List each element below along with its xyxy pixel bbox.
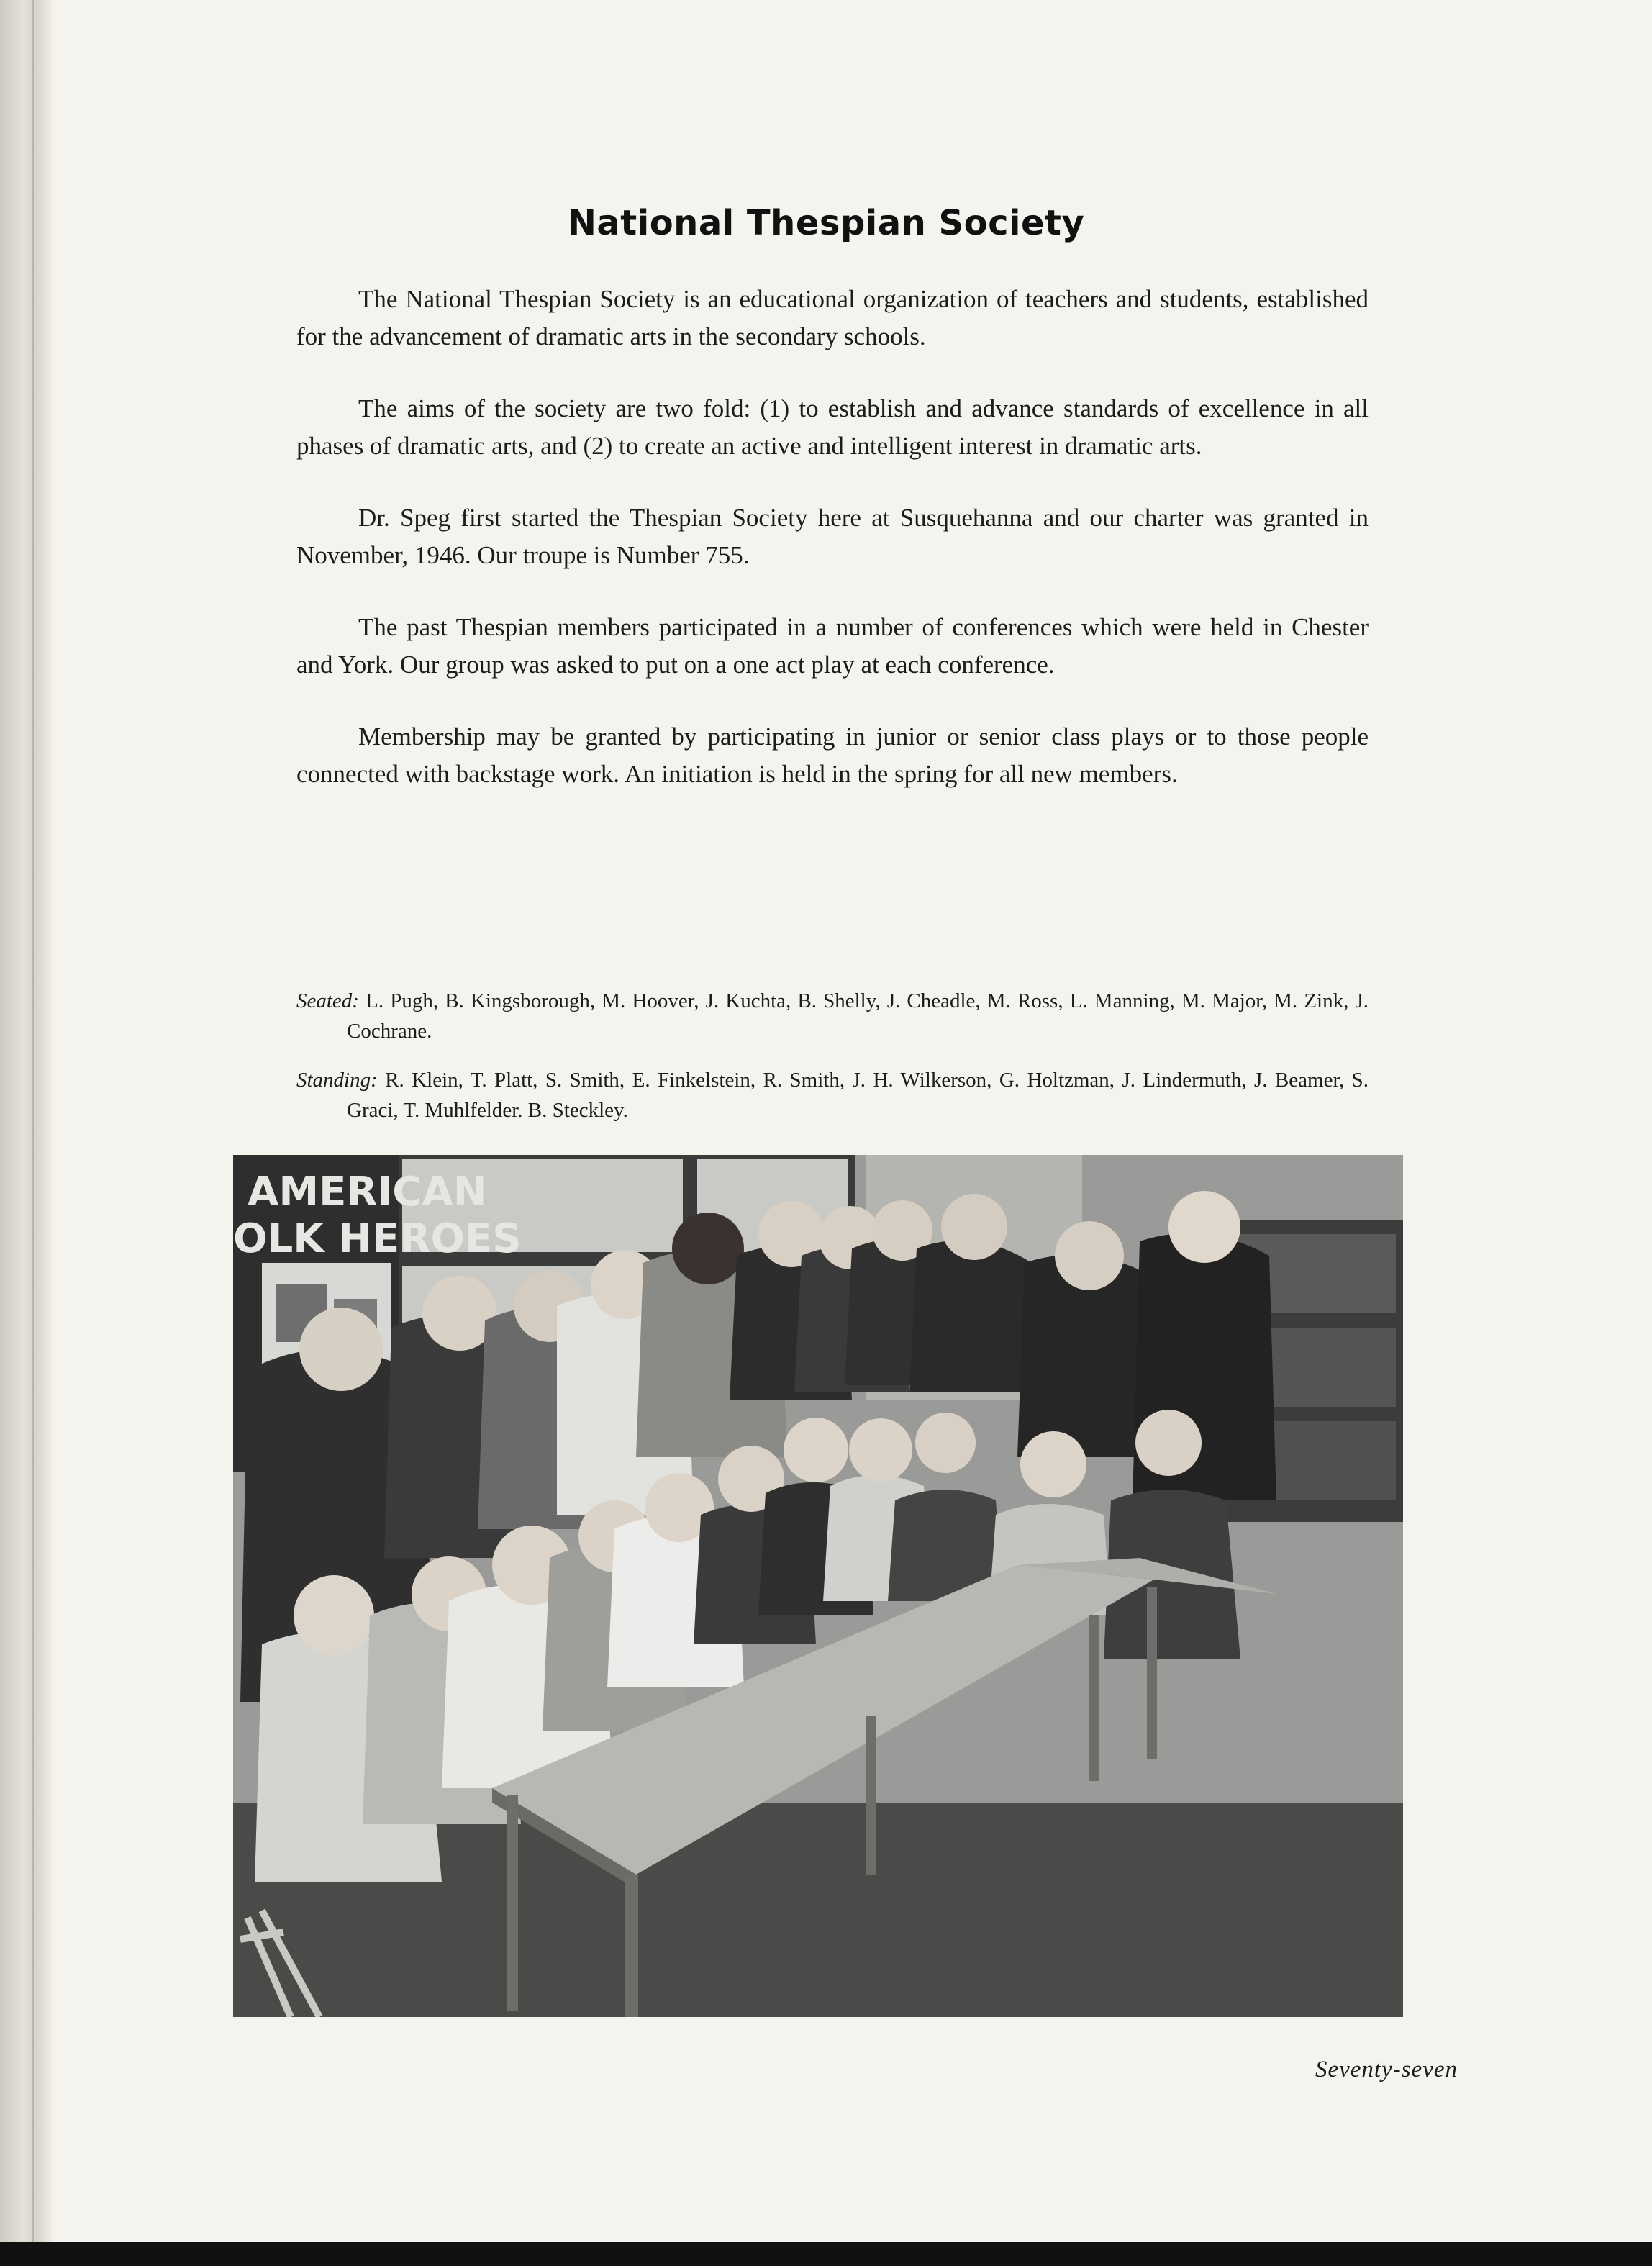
body-text [296,281,1369,828]
poster-sign-line2: OLK HEROES [233,1215,522,1262]
poster-sign-line1: AMERICAN [248,1169,487,1215]
caption-standing-names: R. Klein, T. Platt, S. Smith, E. Finkelstein, R. Smith, J. H. Wilkerson, G. Holtzman, J. Lindermuth, J. Beamer, S. Graci, T. Muhlfelder. B. Steckley. [347,1069,1369,1122]
paragraph-aims: The aims of the society are two fold: (1) to establish and advance standards of excellence in all phases of dramatic arts, and (2) to create an active and intelligent interest in dramatic arts. [296,394,1369,460]
scan-bottom-edge [0,2242,1652,2266]
caption-standing [296,1065,1369,1125]
caption-seated-label: Seated: [296,989,359,1012]
caption-standing-label: Standing: [296,1069,378,1092]
page-number: Seventy-seven [1315,2057,1458,2083]
caption-seated [296,986,1369,1046]
paragraph-history: Dr. Speg first started the Thespian Society here at Susquehanna and our charter was granted in November, 1946. Our troupe is Number 755. [296,504,1369,569]
group-photo [233,1155,1403,2017]
paragraph-intro: The National Thespian Society is an educational organization of teachers and students, established for the advancement of dramatic arts in the secondary schools. [296,285,1369,350]
binding-crease [32,0,34,2266]
photo-caption [296,986,1369,1144]
page-binding [0,0,52,2266]
group-photo-illustration [233,1155,1403,2017]
page-title: National Thespian Society [567,203,1085,244]
caption-seated-names: L. Pugh, B. Kingsborough, M. Hoover, J. Kuchta, B. Shelly, J. Cheadle, M. Ross, L. Manning, M. Major, M. Zink, J. Cochrane. [347,989,1369,1043]
paragraph-membership: Membership may be granted by participating in junior or senior class plays or to those people connected with backstage work. An initiation is held in the spring for all new members. [296,722,1369,788]
paragraph-conferences: The past Thespian members participated in a number of conferences which were held in Chester and York. Our group was asked to put on a one act play at each conference. [296,613,1369,679]
